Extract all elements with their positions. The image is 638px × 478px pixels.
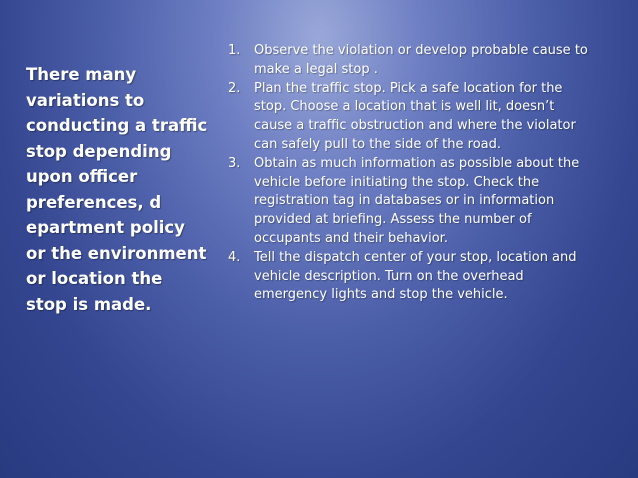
list-item (226, 249, 588, 305)
list-item (226, 80, 588, 155)
step-text: Tell the dispatch center of your stop, location and vehicle description. Turn on the overhead emergency lights and stop the vehicle. (254, 249, 577, 303)
left-summary-text: There many variations to conducting a traffic stop depending upon officer preferences, d epartment policy or the environment or location the stop is made. (26, 65, 208, 314)
step-number: 4. (228, 249, 241, 265)
list-item (226, 155, 588, 249)
step-text: Observe the violation or develop probable cause to make a legal stop . (254, 43, 588, 77)
step-number: 1. (228, 43, 241, 58)
step-text: Plan the traffic stop. Pick a safe location for the stop. Choose a location that is well lit, doesn’t cause a traffic obstruction and where the violator can safely pull to the side of the road. (254, 80, 576, 152)
step-number: 3. (228, 155, 241, 171)
step-text: Obtain as much information as possible about the vehicle before initiating the stop. Check the registration tag in databases or in information provided at briefing. Assess the number of occupants and their behavior. (254, 155, 580, 246)
list-item (226, 42, 588, 80)
steps-list (226, 42, 588, 305)
step-number: 2. (228, 80, 241, 96)
